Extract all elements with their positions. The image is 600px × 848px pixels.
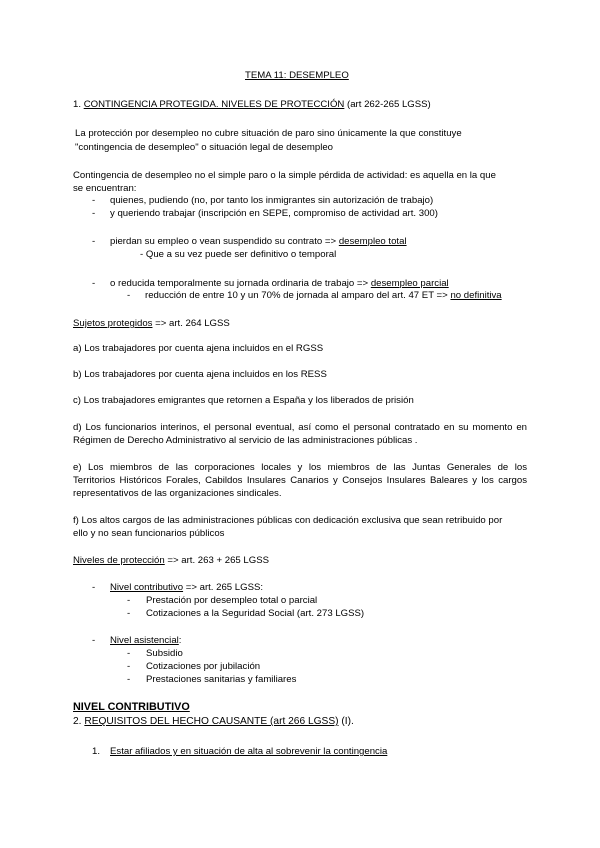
subject-d-line-2: Régimen de Derecho Administrativo al servicio de las administraciones públicas . — [73, 435, 418, 446]
contrib-item: Prestación por desempleo total o parcial — [146, 595, 318, 606]
level-asistencial — [110, 635, 181, 647]
bullet-dash: - — [127, 674, 131, 685]
bullet-dash: - — [92, 208, 96, 219]
assist-item: Subsidio — [146, 648, 183, 659]
bullet-dash: - — [127, 661, 131, 672]
subject-e-line-1: e) Los miembros de las corporaciones locales y los miembros de las Juntas Generales de los — [73, 462, 527, 473]
contingency-bullet-4 — [110, 278, 449, 290]
subject-d-line-1: d) Los funcionarios interinos, el personal eventual, así como el personal contratado en su momento en — [73, 422, 527, 433]
requisitos-number: 2. — [73, 716, 82, 727]
subject-f-line-2: ello y no sean funcionarios públicos — [73, 528, 225, 539]
intro-line-1: La protección por desempleo no cubre situación de paro sino únicamente la que constituye — [75, 128, 462, 139]
bullet-3-text: pierdan su empleo o vean suspendido su contrato => — [110, 236, 337, 247]
contingency-line-1: Contingencia de desempleo no el simple paro o la simple pérdida de actividad: es aquella en la que — [73, 170, 496, 181]
subject-c: c) Los trabajadores emigrantes que retornen a España y los liberados de prisión — [73, 395, 414, 406]
contingency-bullet-1: quienes, pudiendo (no, por tanto los inmigrantes sin autorización de trabajo) — [110, 195, 434, 206]
level-contributivo-label: Nivel contributivo — [110, 582, 184, 593]
levels-heading-ref: => art. 263 + 265 LGSS — [167, 555, 270, 566]
requisitos-heading — [73, 716, 354, 728]
contingency-bullet-3 — [110, 236, 407, 248]
bullet-dash: - — [127, 595, 131, 606]
requisito-1-text: Estar afiliados y en situación de alta al sobrevenir la contingencia — [110, 746, 388, 757]
subjects-heading-ref: => art. 264 LGSS — [155, 318, 230, 329]
section-1-heading — [73, 99, 431, 111]
section-heading-text: CONTINGENCIA PROTEGIDA. NIVELES DE PROTECCIÓN — [83, 99, 345, 110]
contingency-bullet-4-sub — [145, 290, 502, 302]
subjects-heading — [73, 318, 230, 330]
section-number: 1. — [73, 99, 82, 110]
subject-f-line-1: f) Los altos cargos de las administraciones públicas con dedicación exclusiva que sean retribuido por — [73, 515, 503, 526]
level-asistencial-label: Nivel asistencial — [110, 635, 179, 646]
level-contributivo-ref: => art. 265 LGSS: — [185, 582, 264, 593]
level-asistencial-colon: : — [178, 635, 182, 646]
subject-e-line-2: Territorios Históricos Forales, Cabildos Insulares Canarios y Consejos Insulares Baleares y los cargos — [73, 475, 527, 486]
bullet-dash: - — [92, 635, 96, 646]
subjects-heading-text: Sujetos protegidos — [73, 318, 153, 329]
levels-heading — [73, 555, 269, 567]
subject-a: a) Los trabajadores por cuenta ajena incluidos en el RGSS — [73, 343, 324, 354]
bullet-dash: - — [92, 278, 96, 289]
levels-heading-text: Niveles de protección — [73, 555, 165, 566]
assist-item: Prestaciones sanitarias y familiares — [146, 674, 297, 685]
contingency-bullet-2: y queriendo trabajar (inscripción en SEPE, compromiso de actividad art. 300) — [110, 208, 438, 219]
contingency-bullet-3-sub: - Que a su vez puede ser definitivo o temporal — [140, 249, 337, 260]
requisitos-heading-text: REQUISITOS DEL HECHO CAUSANTE (art 266 LGSS) — [84, 716, 339, 727]
bullet-dash: - — [92, 195, 96, 206]
bullet-4-sub-text: reducción de entre 10 y un 70% de jornada al amparo del art. 47 ET => — [145, 290, 448, 301]
bullet-dash: - — [92, 236, 96, 247]
bullet-dash: - — [127, 290, 131, 301]
bullet-dash: - — [127, 608, 131, 619]
contingency-line-2: se encuentran: — [73, 183, 137, 194]
bullet-dash: - — [127, 648, 131, 659]
intro-line-2: "contingencia de desempleo" o situación legal de desempleo — [75, 142, 334, 153]
desempleo-total-link: desempleo total — [338, 236, 407, 247]
assist-item: Cotizaciones por jubilación — [146, 661, 261, 672]
bullet-dash: - — [92, 582, 96, 593]
subject-e-line-3: representativos de las organizaciones sindicales. — [73, 488, 282, 499]
page-title: TEMA 11: DESEMPLEO — [245, 70, 349, 81]
bullet-4-text: o reducida temporalmente su jornada ordinaria de trabajo => — [110, 278, 369, 289]
nivel-contributivo-heading: NIVEL CONTRIBUTIVO — [73, 701, 190, 713]
desempleo-parcial-link: desempleo parcial — [370, 278, 449, 289]
level-contributivo — [110, 582, 263, 594]
contrib-item: Cotizaciones a la Seguridad Social (art. 273 LGSS) — [146, 608, 365, 619]
section-heading-ref: (art 262-265 LGSS) — [347, 99, 431, 110]
subject-b: b) Los trabajadores por cuenta ajena incluidos en los RESS — [73, 369, 327, 380]
requisito-1-number: 1. — [92, 746, 101, 757]
no-definitiva-link: no definitiva — [450, 290, 502, 301]
requisitos-suffix: (I). — [341, 716, 354, 727]
